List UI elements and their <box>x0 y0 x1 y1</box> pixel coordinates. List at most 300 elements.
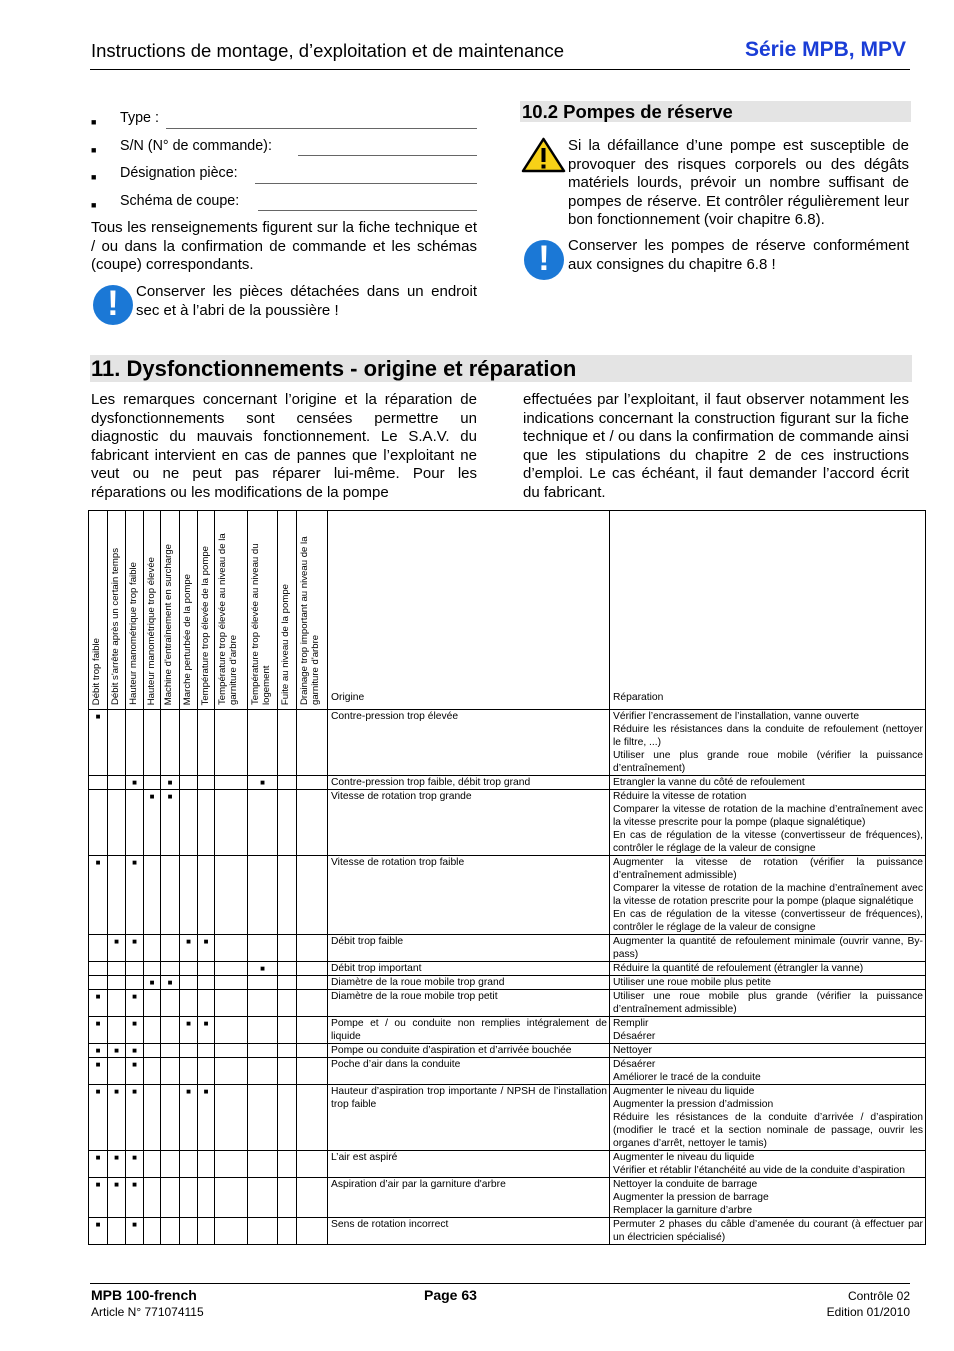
empty-cell <box>297 1017 328 1044</box>
marker-cell <box>126 1151 144 1178</box>
repair-line: Augmenter la vitesse de rotation (vérifier la puissance d’entraînement admissible) <box>613 857 923 881</box>
empty-cell <box>161 856 180 935</box>
empty-cell <box>180 1151 198 1178</box>
empty-cell <box>161 962 180 976</box>
bullet-icon: ■ <box>91 199 97 210</box>
repair-cell <box>610 990 926 1017</box>
empty-cell <box>89 962 108 976</box>
empty-cell <box>278 976 297 990</box>
repair-line: En cas de régulation de la vitesse (convertisseur de fréquences), contrôler le réglage de la valeur de consigne <box>613 909 923 933</box>
repair-header: Réparation <box>610 511 926 710</box>
empty-cell <box>215 976 248 990</box>
marker-cell <box>161 790 180 856</box>
empty-cell <box>278 1218 297 1245</box>
origin-cell: Sens de rotation incorrect <box>328 1218 610 1245</box>
empty-cell <box>198 856 215 935</box>
fill-line[interactable] <box>258 210 477 211</box>
marker-icon: ■ <box>132 1220 137 1229</box>
empty-cell <box>297 935 328 962</box>
marker-cell <box>248 962 278 976</box>
empty-cell <box>278 1017 297 1044</box>
empty-cell <box>180 990 198 1017</box>
symptom-label: Température trop élevée au niveau du logement <box>250 543 272 705</box>
symptom-header <box>180 511 198 710</box>
empty-cell <box>297 1218 328 1245</box>
field-label: Type : <box>120 110 159 126</box>
marker-cell <box>126 1017 144 1044</box>
symptom-label: Drainage trop important au niveau de la garniture d'arbre <box>299 536 321 705</box>
field-label: S/N (N° de commande): <box>120 137 272 154</box>
marker-icon: ■ <box>95 1220 101 1229</box>
field-serial <box>91 136 479 164</box>
marker-cell <box>198 935 215 962</box>
empty-cell <box>215 1085 248 1151</box>
repair-line: Utiliser une roue mobile plus grande (vérifier la puissance d’entraînement admissible) <box>613 991 923 1015</box>
empty-cell <box>89 935 108 962</box>
marker-icon: ■ <box>114 1180 119 1189</box>
empty-cell <box>248 976 278 990</box>
empty-cell <box>89 776 108 790</box>
marker-cell <box>108 935 126 962</box>
marker-icon: ■ <box>114 1087 119 1096</box>
empty-cell <box>198 976 215 990</box>
empty-cell <box>248 1151 278 1178</box>
empty-cell <box>144 1178 161 1218</box>
troubleshooting-table <box>88 510 926 1245</box>
origin-cell: Poche d’air dans la conduite <box>328 1058 610 1085</box>
origin-cell: Diamètre de la roue mobile trop grand <box>328 976 610 990</box>
empty-cell <box>215 1017 248 1044</box>
marker-icon: ■ <box>95 712 101 721</box>
symptom-label: Débit trop faible <box>91 637 102 705</box>
empty-cell <box>144 776 161 790</box>
empty-cell <box>89 790 108 856</box>
repair-line: Comparer la vitesse de rotation de la machine d’entraînement avec la vitesse de rotation prescrite pour la pompe (plaque signalétique <box>613 883 923 907</box>
repair-line: Augmenter la pression de barrage <box>613 1192 769 1203</box>
empty-cell <box>248 1218 278 1245</box>
exclamation-icon <box>524 240 564 280</box>
marker-cell <box>89 1044 108 1058</box>
marker-icon: ■ <box>95 1019 101 1028</box>
empty-cell <box>108 1017 126 1044</box>
marker-icon: ■ <box>149 792 155 801</box>
empty-cell <box>126 710 144 776</box>
repair-cell <box>610 1058 926 1085</box>
empty-cell <box>180 1058 198 1085</box>
marker-icon: ■ <box>114 1153 119 1162</box>
empty-cell <box>126 976 144 990</box>
field-type <box>91 108 479 136</box>
table-row <box>89 710 926 776</box>
empty-cell <box>108 710 126 776</box>
empty-cell <box>144 1044 161 1058</box>
empty-cell <box>215 1058 248 1085</box>
empty-cell <box>297 1085 328 1151</box>
empty-cell <box>126 962 144 976</box>
empty-cell <box>180 856 198 935</box>
symptom-label: Hauteur manométrique trop élevée <box>146 556 157 705</box>
empty-cell <box>108 856 126 935</box>
repair-line: Etrangler la vanne du côté de refoulement <box>613 777 805 788</box>
empty-cell <box>161 1058 180 1085</box>
marker-cell <box>126 1178 144 1218</box>
empty-cell <box>297 1178 328 1218</box>
footer-doc: MPB 100-french <box>91 1287 197 1303</box>
table-row <box>89 1151 926 1178</box>
empty-cell <box>215 990 248 1017</box>
empty-cell <box>144 856 161 935</box>
empty-cell <box>248 1044 278 1058</box>
repair-line: Réduire la quantité de refoulement (étrangler la vanne) <box>613 963 864 974</box>
symptom-header <box>144 511 161 710</box>
marker-icon: ■ <box>95 1153 101 1162</box>
marker-icon: ■ <box>114 1046 119 1055</box>
empty-cell <box>180 710 198 776</box>
empty-cell <box>198 710 215 776</box>
table-row <box>89 1178 926 1218</box>
empty-cell <box>180 776 198 790</box>
empty-cell <box>215 710 248 776</box>
empty-cell <box>180 1044 198 1058</box>
empty-cell <box>278 776 297 790</box>
origin-cell: Aspiration d’air par la garniture d'arbre <box>328 1178 610 1218</box>
marker-cell <box>161 776 180 790</box>
marker-icon: ■ <box>260 964 265 973</box>
empty-cell <box>297 710 328 776</box>
empty-cell <box>161 990 180 1017</box>
marker-icon: ■ <box>132 937 137 946</box>
empty-cell <box>278 1085 297 1151</box>
repair-line: Remplir <box>613 1018 649 1029</box>
empty-cell <box>198 962 215 976</box>
footer-edition: Edition 01/2010 <box>826 1305 910 1319</box>
marker-icon: ■ <box>132 858 137 867</box>
empty-cell <box>297 976 328 990</box>
marker-cell <box>89 710 108 776</box>
marker-cell <box>126 1044 144 1058</box>
origin-cell: Diamètre de la roue mobile trop petit <box>328 990 610 1017</box>
table-row <box>89 990 926 1017</box>
empty-cell <box>144 1058 161 1085</box>
marker-cell <box>89 1151 108 1178</box>
empty-cell <box>108 990 126 1017</box>
marker-icon: ■ <box>149 978 155 987</box>
field-label: Schéma de coupe: <box>120 192 240 209</box>
empty-cell <box>248 1178 278 1218</box>
marker-icon: ■ <box>186 1019 191 1028</box>
spare-part-fields <box>91 108 479 218</box>
field-designation <box>91 163 479 191</box>
marker-icon: ■ <box>95 992 101 1001</box>
empty-cell <box>248 1085 278 1151</box>
bullet-icon: ■ <box>91 172 97 182</box>
empty-cell <box>248 710 278 776</box>
repair-cell <box>610 776 926 790</box>
troubleshooting-table-wrap <box>88 510 926 1245</box>
empty-cell <box>278 710 297 776</box>
empty-cell <box>248 856 278 935</box>
empty-cell <box>180 1178 198 1218</box>
repair-cell <box>610 962 926 976</box>
footer-article: Article N° 771074115 <box>91 1305 204 1319</box>
empty-cell <box>198 1058 215 1085</box>
section-11-title: 11. Dysfonctionnements - origine et réparation <box>90 355 912 382</box>
repair-line: Augmenter le niveau du liquide <box>613 1152 755 1163</box>
marker-cell <box>89 1178 108 1218</box>
symptom-header <box>198 511 215 710</box>
marker-icon: ■ <box>132 1060 137 1069</box>
table-row <box>89 1218 926 1245</box>
empty-cell <box>144 1085 161 1151</box>
empty-cell <box>144 962 161 976</box>
table-row <box>89 776 926 790</box>
marker-cell <box>89 856 108 935</box>
repair-line: Vérifier l’encrassement de l’installation, vanne ouverte <box>613 711 860 722</box>
table-row <box>89 856 926 935</box>
marker-cell <box>126 1218 144 1245</box>
empty-cell <box>198 1218 215 1245</box>
marker-cell <box>180 1017 198 1044</box>
origin-cell: Débit trop important <box>328 962 610 976</box>
symptom-label: Température trop élevée de la pompe <box>200 545 211 705</box>
empty-cell <box>297 990 328 1017</box>
repair-line: Augmenter le niveau du liquide <box>613 1086 755 1097</box>
origin-cell: Pompe ou conduite d’aspiration et d’arrivée bouchée <box>328 1044 610 1058</box>
repair-line: En cas de régulation de la vitesse (convertisseur de fréquences), contrôler le réglage de la valeur de consigne <box>613 830 923 854</box>
symptom-label: Fuite au niveau de la pompe <box>280 583 291 705</box>
symptom-header <box>215 511 248 710</box>
fill-line[interactable] <box>166 128 477 129</box>
marker-cell <box>126 856 144 935</box>
marker-cell <box>126 776 144 790</box>
repair-cell <box>610 1178 926 1218</box>
repair-line: Utiliser une plus grande roue mobile (vérifier la puissance d’entraînement) <box>613 750 923 774</box>
repair-line: Améliorer le tracé de la conduite <box>613 1072 761 1083</box>
empty-cell <box>278 856 297 935</box>
repair-line: Remplacer la garniture d’arbre <box>613 1205 753 1216</box>
empty-cell <box>297 1058 328 1085</box>
empty-cell <box>278 1044 297 1058</box>
table-row <box>89 962 926 976</box>
exclamation-icon <box>93 285 133 325</box>
symptom-header <box>126 511 144 710</box>
empty-cell <box>161 1044 180 1058</box>
empty-cell <box>215 1218 248 1245</box>
empty-cell <box>248 990 278 1017</box>
table-row <box>89 935 926 962</box>
empty-cell <box>215 1151 248 1178</box>
empty-cell <box>180 976 198 990</box>
marker-icon: ■ <box>132 1153 137 1162</box>
header-series: Série MPB, MPV <box>744 38 906 61</box>
empty-cell <box>278 935 297 962</box>
empty-cell <box>144 1017 161 1044</box>
left-note-paragraph: Conserver les pièces détachées dans un endroit sec et à l’abri de la poussière ! <box>136 283 477 319</box>
marker-cell <box>180 935 198 962</box>
repair-cell <box>610 1044 926 1058</box>
empty-cell <box>215 962 248 976</box>
repair-line: Augmenter la pression d’admission <box>613 1099 774 1110</box>
warning-triangle-icon <box>521 137 566 173</box>
origin-cell: Vitesse de rotation trop grande <box>328 790 610 856</box>
table-row <box>89 1058 926 1085</box>
footer-control: Contrôle 02 <box>847 1289 910 1303</box>
repair-cell <box>610 790 926 856</box>
marker-icon: ■ <box>132 1087 137 1096</box>
repair-line: Désaérer <box>613 1059 656 1070</box>
marker-cell <box>89 990 108 1017</box>
marker-icon: ■ <box>132 1019 137 1028</box>
empty-cell <box>297 790 328 856</box>
empty-cell <box>278 790 297 856</box>
empty-cell <box>161 1151 180 1178</box>
empty-cell <box>297 856 328 935</box>
repair-line: Vérifier et rétablir l’étanchéité au vide de la conduite d’aspiration <box>613 1165 905 1176</box>
marker-cell <box>89 1085 108 1151</box>
symptom-label: Marche perturbée de la pompe <box>182 573 193 705</box>
marker-icon: ■ <box>132 778 137 787</box>
origin-cell: Débit trop faible <box>328 935 610 962</box>
marker-icon: ■ <box>132 1046 137 1055</box>
empty-cell <box>297 776 328 790</box>
marker-cell <box>108 1044 126 1058</box>
empty-cell <box>161 1218 180 1245</box>
empty-cell <box>278 962 297 976</box>
marker-icon: ■ <box>167 978 173 987</box>
repair-line: Augmenter la quantité de refoulement minimale (ouvrir vanne, By-pass) <box>613 936 923 960</box>
repair-cell <box>610 976 926 990</box>
symptom-header <box>161 511 180 710</box>
empty-cell <box>126 790 144 856</box>
marker-cell <box>126 935 144 962</box>
marker-icon: ■ <box>167 792 173 801</box>
fill-line[interactable] <box>255 183 477 184</box>
marker-icon: ■ <box>95 1046 101 1055</box>
marker-cell <box>161 976 180 990</box>
marker-cell <box>108 1151 126 1178</box>
symptom-header <box>248 511 278 710</box>
header-rule <box>90 69 910 70</box>
marker-icon: ■ <box>132 992 137 1001</box>
empty-cell <box>108 1218 126 1245</box>
empty-cell <box>215 1044 248 1058</box>
empty-cell <box>297 1044 328 1058</box>
bullet-icon: ■ <box>91 144 97 155</box>
symptom-header <box>89 511 108 710</box>
empty-cell <box>180 790 198 856</box>
bullet-icon: ■ <box>91 117 97 127</box>
marker-cell <box>248 776 278 790</box>
marker-cell <box>180 1085 198 1151</box>
table-row <box>89 790 926 856</box>
empty-cell <box>215 935 248 962</box>
marker-icon: ■ <box>167 778 173 787</box>
origin-cell: Contre-pression trop faible, débit trop grand <box>328 776 610 790</box>
empty-cell <box>278 990 297 1017</box>
empty-cell <box>108 976 126 990</box>
repair-cell <box>610 856 926 935</box>
empty-cell <box>248 1017 278 1044</box>
empty-cell <box>144 935 161 962</box>
marker-cell <box>126 1058 144 1085</box>
empty-cell <box>215 776 248 790</box>
repair-line: Comparer la vitesse de rotation de la machine d’entraînement avec la vitesse prescrite pour la pompe (plaque signalétique) <box>613 804 923 828</box>
origin-cell: Pompe et / ou conduite non remplies intégralement de liquide <box>328 1017 610 1044</box>
empty-cell <box>144 1151 161 1178</box>
symptom-label: Débit s'arrête après un certain temps <box>110 547 121 705</box>
marker-cell <box>89 1218 108 1245</box>
repair-line: Utiliser une roue mobile plus petite <box>613 977 771 988</box>
table-row <box>89 1017 926 1044</box>
symptom-header <box>297 511 328 710</box>
marker-icon: ■ <box>260 778 265 787</box>
section-10-2-warning: Si la défaillance d’une pompe est susceptible de provoquer des risques corporels ou des dégâts matériels lourds, prévoir un nombre suffisant de pompes de réserve. Et contrôler régulièrement leur bon fonctionnement (voir chapitre 6.8). <box>568 137 909 229</box>
marker-cell <box>126 990 144 1017</box>
marker-icon: ■ <box>95 858 101 867</box>
header-title: Instructions de montage, d’exploitation et de maintenance <box>91 40 565 61</box>
empty-cell <box>180 1218 198 1245</box>
marker-cell <box>89 1058 108 1085</box>
repair-line: Réduire les résistances dans la conduite de refoulement (nettoyer le filtre, ...) <box>613 724 923 748</box>
empty-cell <box>297 962 328 976</box>
origin-cell: Hauteur d’aspiration trop importante / NPSH de l’installation trop faible <box>328 1085 610 1151</box>
empty-cell <box>161 710 180 776</box>
empty-cell <box>198 776 215 790</box>
marker-icon: ■ <box>186 937 191 946</box>
marker-cell <box>198 1017 215 1044</box>
empty-cell <box>144 1218 161 1245</box>
empty-cell <box>248 1058 278 1085</box>
marker-cell <box>126 1085 144 1151</box>
repair-cell <box>610 1151 926 1178</box>
empty-cell <box>198 1044 215 1058</box>
marker-cell <box>144 790 161 856</box>
empty-cell <box>198 1178 215 1218</box>
marker-cell <box>108 1085 126 1151</box>
section-10-2-note: Conserver les pompes de réserve conformément aux consignes du chapitre 6.8 ! <box>568 237 909 273</box>
marker-cell <box>89 1017 108 1044</box>
repair-line: Réduire la vitesse de rotation <box>613 791 747 802</box>
origin-cell: Vitesse de rotation trop faible <box>328 856 610 935</box>
empty-cell <box>144 990 161 1017</box>
marker-icon: ■ <box>132 1180 137 1189</box>
empty-cell <box>161 1017 180 1044</box>
symptom-header <box>108 511 126 710</box>
repair-line: Désaérer <box>613 1031 656 1042</box>
empty-cell <box>161 1085 180 1151</box>
empty-cell <box>144 710 161 776</box>
marker-icon: ■ <box>114 937 119 946</box>
marker-cell <box>144 976 161 990</box>
empty-cell <box>108 790 126 856</box>
marker-icon: ■ <box>186 1087 191 1096</box>
repair-cell <box>610 1218 926 1245</box>
symptom-label: Température trop élevée au niveau de la garniture d'arbre <box>217 533 239 705</box>
fill-line[interactable] <box>298 155 477 156</box>
empty-cell <box>198 1151 215 1178</box>
field-label: Désignation pièce: <box>120 165 238 181</box>
marker-icon: ■ <box>203 1087 209 1096</box>
repair-cell <box>610 710 926 776</box>
section-11-col-right: effectuées par l’exploitant, il faut observer notamment les indications concernant la construction figurant sur la fiche technique et / ou dans la confirmation de commande ainsi que les stipulations du chapitre 2 de ces instructions d’emploi. Le cas échéant, il faut demander l’accord écrit du fabricant. <box>523 391 909 501</box>
empty-cell <box>198 990 215 1017</box>
empty-cell <box>161 935 180 962</box>
repair-line: Nettoyer <box>613 1045 652 1056</box>
empty-cell <box>297 1151 328 1178</box>
symptom-label: Machine d'entraînement en surcharge <box>163 543 174 705</box>
empty-cell <box>108 776 126 790</box>
table-row <box>89 976 926 990</box>
